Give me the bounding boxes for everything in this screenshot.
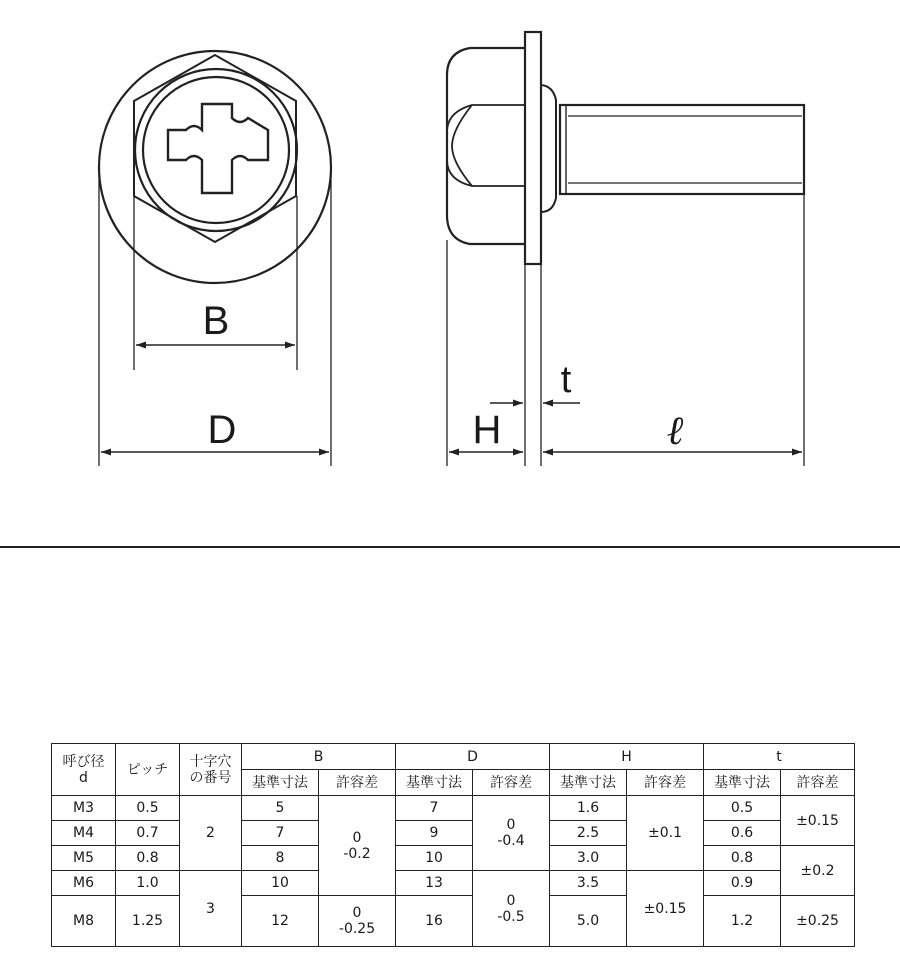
- hex-outline: [134, 55, 296, 242]
- cell-d: M8: [52, 896, 116, 947]
- cell-t: 0.5: [704, 796, 781, 821]
- shank: [541, 85, 556, 212]
- table-row: [52, 821, 855, 846]
- cell-d-dim: 10: [396, 846, 473, 871]
- cell-t-tolerance: ±0.15: [781, 796, 855, 846]
- flange-side: [525, 32, 541, 264]
- table-row: [52, 796, 855, 821]
- header-pitch: ピッチ: [116, 744, 180, 796]
- header-cross-recess: 十字穴 の番号: [180, 744, 242, 796]
- table-row: [52, 896, 855, 947]
- cell-d-tolerance: 0 -0.4: [473, 796, 550, 871]
- cell-d-dim: 9: [396, 821, 473, 846]
- phillips-recess-icon: [168, 104, 268, 193]
- label-l: ℓ: [666, 408, 684, 454]
- subheader-h-basic: 基準寸法: [550, 770, 627, 796]
- cell-b: 5: [242, 796, 319, 821]
- dimension-spec-table: [51, 743, 855, 947]
- cell-t: 1.2: [704, 896, 781, 947]
- cell-d: M4: [52, 821, 116, 846]
- cell-h: 3.5: [550, 871, 627, 896]
- section-divider: [0, 546, 900, 548]
- cell-pitch: 1.0: [116, 871, 180, 896]
- cell-h-tolerance: ±0.15: [627, 871, 704, 947]
- label-t: t: [560, 359, 572, 401]
- cell-d-dim: 13: [396, 871, 473, 896]
- subheader-b-tolerance: 許容差: [319, 770, 396, 796]
- washer-face-outer: [135, 69, 297, 231]
- header-nominal: 呼び径 d: [52, 744, 116, 796]
- label-b: B: [202, 299, 230, 343]
- cell-h: 3.0: [550, 846, 627, 871]
- cell-d: M3: [52, 796, 116, 821]
- subheader-d-basic: 基準寸法: [396, 770, 473, 796]
- cell-b-tolerance: 0 -0.25: [319, 896, 396, 947]
- table-header-row: [52, 744, 855, 770]
- threaded-shank: [560, 105, 804, 194]
- cell-d: M5: [52, 846, 116, 871]
- cell-pitch: 0.5: [116, 796, 180, 821]
- header-d: D: [396, 744, 550, 770]
- subheader-d-tolerance: 許容差: [473, 770, 550, 796]
- cell-t-tolerance: ±0.2: [781, 846, 855, 896]
- cell-h: 5.0: [550, 896, 627, 947]
- label-d: D: [207, 408, 237, 452]
- table-row: [52, 846, 855, 871]
- cell-recess: 2: [180, 796, 242, 871]
- cell-d: M6: [52, 871, 116, 896]
- cell-t: 0.8: [704, 846, 781, 871]
- cell-b-tolerance: 0 -0.2: [319, 796, 396, 896]
- cell-h-tolerance: ±0.1: [627, 796, 704, 871]
- cell-h: 1.6: [550, 796, 627, 821]
- label-h: H: [472, 408, 502, 452]
- header-b: B: [242, 744, 396, 770]
- cell-b: 7: [242, 821, 319, 846]
- header-h: H: [550, 744, 704, 770]
- table-row: [52, 871, 855, 896]
- cell-pitch: 0.8: [116, 846, 180, 871]
- hex-head-side: [447, 48, 525, 244]
- cell-b: 10: [242, 871, 319, 896]
- subheader-t-tolerance: 許容差: [781, 770, 855, 796]
- subheader-h-tolerance: 許容差: [627, 770, 704, 796]
- cell-b: 12: [242, 896, 319, 947]
- cell-h: 2.5: [550, 821, 627, 846]
- subheader-b-basic: 基準寸法: [242, 770, 319, 796]
- cell-t: 0.9: [704, 871, 781, 896]
- cell-d-tolerance: 0 -0.5: [473, 871, 550, 947]
- bolt-side-view: [447, 32, 804, 264]
- cell-pitch: 0.7: [116, 821, 180, 846]
- cell-b: 8: [242, 846, 319, 871]
- cell-t: 0.6: [704, 821, 781, 846]
- header-t: t: [704, 744, 855, 770]
- subheader-t-basic: 基準寸法: [704, 770, 781, 796]
- cell-d-dim: 7: [396, 796, 473, 821]
- cell-t-tolerance: ±0.25: [781, 896, 855, 947]
- cell-recess: 3: [180, 871, 242, 947]
- cell-d-dim: 16: [396, 896, 473, 947]
- cell-pitch: 1.25: [116, 896, 180, 947]
